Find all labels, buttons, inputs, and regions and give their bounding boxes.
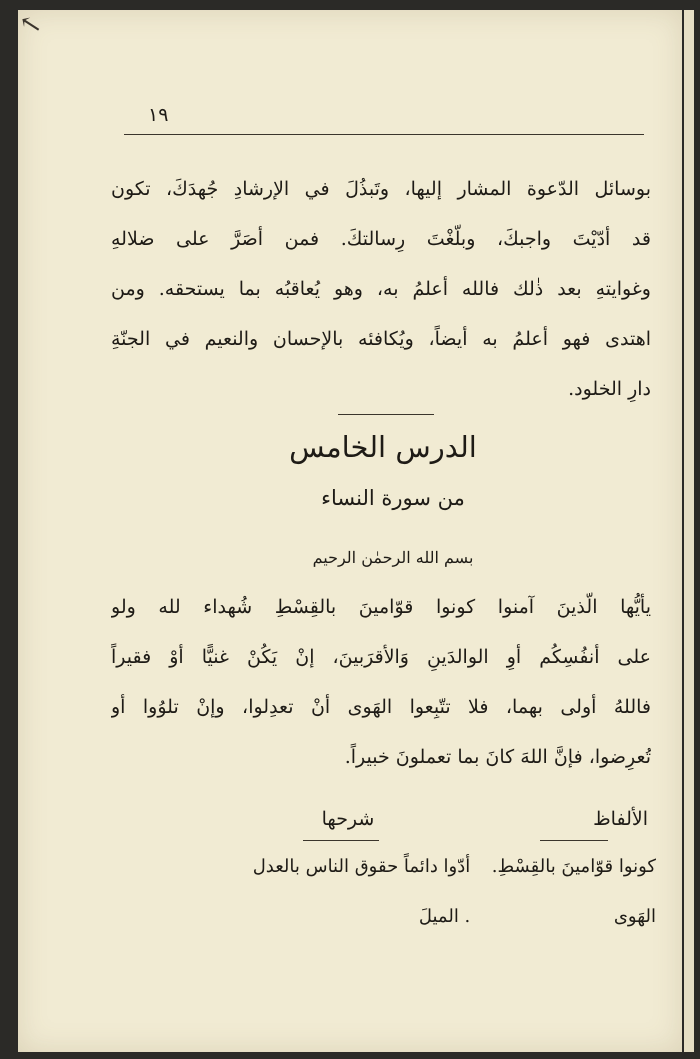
verse-line: على أنفُسِكُم أوِ الوالدَينِ وَالأقرَبينَ، إنْ يَكُنْ غنيًّا أوْ فقيراً [111, 646, 651, 668]
intro-line: وغوايتهِ بعد ذٰلك فالله أعلمُ به، وهو يُعاقبُه بما يستحقه. ومن [111, 278, 651, 300]
intro-line: بوسائل الدّعوة المشار إليها، وتَبذُلَ في الإرشادِ جُهدَكَ، تكون [111, 178, 651, 200]
section-divider [338, 414, 434, 415]
glossary-row [208, 856, 656, 877]
words-header-underline [540, 840, 608, 841]
glossary-explanation-header: شرحها [321, 808, 375, 830]
explanation-header-underline [303, 840, 379, 841]
verse-line: تُعرِضوا، فإنَّ اللهَ كانَ بما تعملونَ خبيراً. [344, 746, 651, 768]
page-number: ١٩ [148, 104, 169, 126]
lesson-title: الدرس الخامس [289, 430, 477, 464]
glossary-term: الهَوى [613, 906, 656, 927]
header-rule [124, 134, 644, 135]
verse-line: فاللهُ أولى بهما، فلا تتّبِعوا الهَوى أنْ تعدِلوا، وإنْ تلوُوا أو [111, 696, 651, 718]
glossary-words-header: الألفاظ [593, 808, 648, 830]
intro-line: اهتدى فهو أعلمُ به أيضاً، ويُكافئه بالإحسان والنعيم في الجنّةِ [111, 328, 651, 350]
corner-mark-icon: ↖ [17, 8, 45, 42]
verse-paragraph [111, 582, 651, 782]
basmala: بسم الله الرحمٰن الرحيم [312, 548, 474, 567]
glossary-term: كونوا قوّامينَ بالقِسْطِ. [491, 856, 656, 877]
lesson-subtitle: من سورة النساء [321, 486, 465, 510]
verse-line: يأيُّها الّذينَ آمنوا كونوا قوّامينَ بالقِسْطِ شُهداء لله ولو [111, 596, 651, 618]
intro-line: قد أدّيْتَ واجبكَ، وبلّغْتَ رِسالتكَ. فمن أصَرَّ على ضلالهِ [111, 228, 651, 250]
glossary-meaning: أدّوا دائماً حقوق الناس بالعدل [252, 856, 471, 877]
glossary-meaning: . الميلَ [418, 906, 471, 927]
glossary-row [208, 906, 656, 927]
book-page [18, 10, 682, 1052]
page-edge [684, 10, 694, 1052]
intro-line: دارِ الخلود. [568, 378, 651, 400]
intro-paragraph [111, 164, 651, 414]
